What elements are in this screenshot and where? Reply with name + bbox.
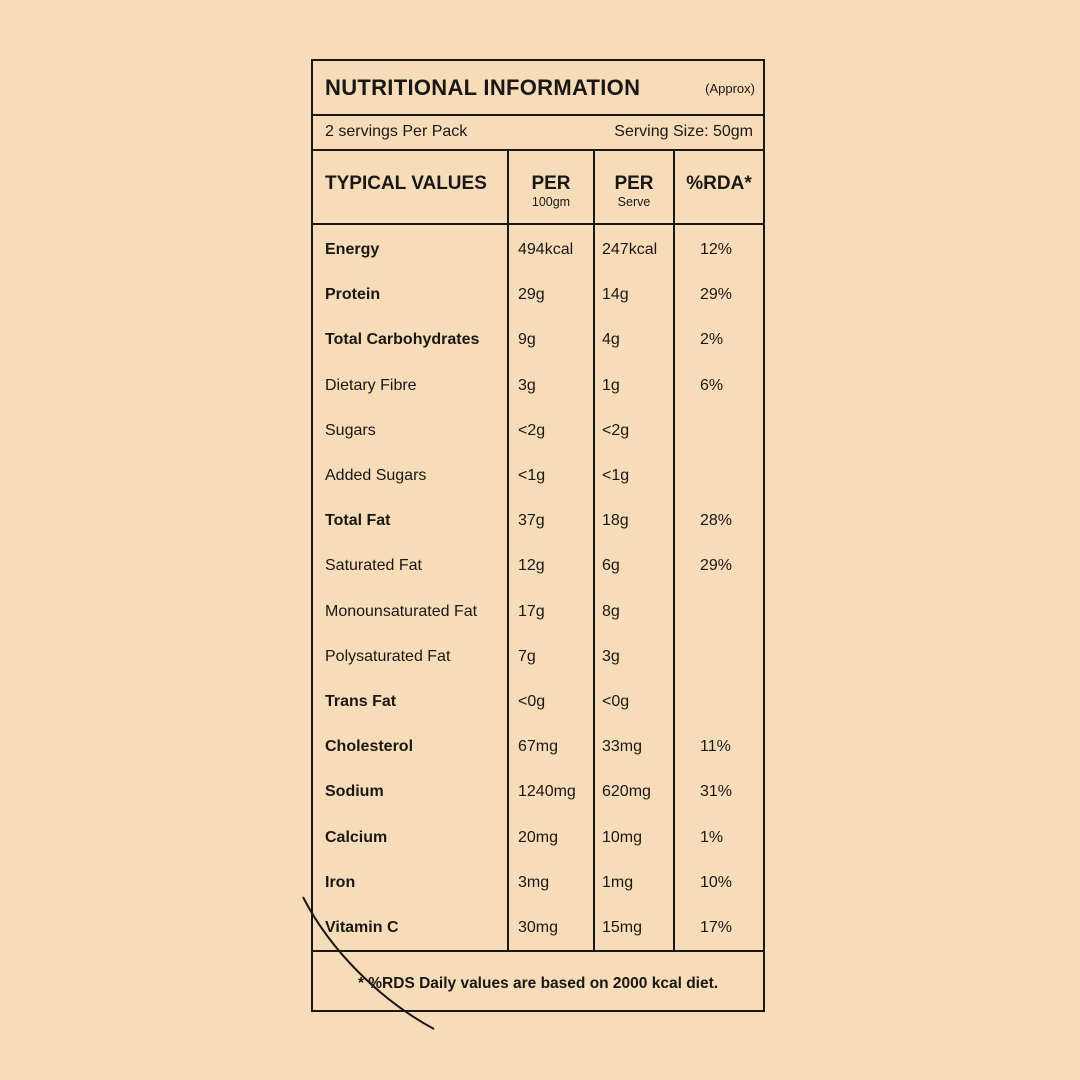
table-row xyxy=(313,726,763,771)
nutrient-name: Sugars xyxy=(325,421,376,439)
nutrition-label xyxy=(311,59,765,1012)
value-per-serve: 33mg xyxy=(602,738,643,756)
nutrient-name: Total Carbohydrates xyxy=(325,331,480,349)
value-per-serve: 10mg xyxy=(602,828,643,846)
value-per-serve: 1mg xyxy=(602,873,634,891)
approx-note: (Approx) xyxy=(705,81,755,96)
nutrient-name: Trans Fat xyxy=(325,693,397,710)
table-row xyxy=(313,455,763,500)
nutrient-name: Monounsaturated Fat xyxy=(325,602,478,620)
value-per-serve: <0g xyxy=(602,693,630,710)
value-rda: 6% xyxy=(700,376,724,394)
table-row xyxy=(313,319,763,364)
header-per-serve-main: PER xyxy=(614,173,654,194)
value-per-100gm: 494kcal xyxy=(518,241,574,258)
value-per-100gm: <1g xyxy=(518,467,546,484)
value-per-serve: 247kcal xyxy=(602,241,658,258)
header-per-100gm-sub: 100gm xyxy=(531,195,571,209)
value-per-100gm: 9g xyxy=(518,331,536,349)
table-row xyxy=(313,410,763,455)
value-per-100gm: 37g xyxy=(518,512,545,530)
value-per-serve: 15mg xyxy=(602,919,643,936)
table-row xyxy=(313,274,763,319)
value-per-100gm: 1240mg xyxy=(518,783,576,801)
table-row xyxy=(313,365,763,410)
header-per-serve xyxy=(595,173,673,209)
divider xyxy=(313,149,763,151)
nutrient-name: Added Sugars xyxy=(325,467,427,484)
divider xyxy=(313,114,763,116)
table-row xyxy=(313,862,763,907)
value-rda: 17% xyxy=(700,919,733,936)
header-typical-values: TYPICAL VALUES xyxy=(325,173,487,194)
nutrient-name: Saturated Fat xyxy=(325,557,422,575)
value-per-100gm: 29g xyxy=(518,286,545,304)
header-per-100gm xyxy=(509,173,593,209)
footer-note: * %RDS Daily values are based on 2000 kcal diet. xyxy=(357,975,719,992)
value-per-100gm: 3mg xyxy=(518,873,550,891)
table-row xyxy=(313,636,763,681)
header-per-100gm-main: PER xyxy=(531,173,571,194)
table-row xyxy=(313,681,763,726)
table-row xyxy=(313,771,763,816)
value-per-serve: 18g xyxy=(602,512,629,530)
value-per-100gm: 67mg xyxy=(518,738,559,756)
value-rda: 11% xyxy=(700,738,731,756)
value-rda: 12% xyxy=(700,241,733,258)
value-rda: 28% xyxy=(700,512,733,530)
table-row xyxy=(313,229,763,274)
nutrient-name: Vitamin C xyxy=(325,919,399,936)
table-row xyxy=(313,817,763,862)
nutrient-name: Iron xyxy=(325,873,356,891)
nutrient-name: Total Fat xyxy=(325,512,391,530)
table-row xyxy=(313,545,763,590)
value-per-serve: <1g xyxy=(602,467,630,484)
value-per-serve: <2g xyxy=(602,421,630,439)
value-per-100gm: <0g xyxy=(518,693,546,710)
value-per-serve: 1g xyxy=(602,376,620,394)
nutrient-name: Protein xyxy=(325,286,381,304)
header-rda: %RDA* xyxy=(686,173,752,194)
value-per-100gm: 20mg xyxy=(518,828,559,846)
table-row xyxy=(313,500,763,545)
value-per-100gm: 30mg xyxy=(518,919,559,936)
nutrient-name: Energy xyxy=(325,241,380,258)
nutrient-name: Calcium xyxy=(325,828,388,846)
value-per-100gm: 3g xyxy=(518,376,536,394)
value-rda: 31% xyxy=(700,783,733,801)
value-rda: 29% xyxy=(700,557,733,575)
value-rda: 2% xyxy=(700,331,724,349)
value-per-serve: 8g xyxy=(602,602,620,620)
table-row xyxy=(313,591,763,636)
nutrient-name: Sodium xyxy=(325,783,384,801)
header-per-serve-sub: Serve xyxy=(617,195,651,209)
value-per-100gm: <2g xyxy=(518,421,546,439)
nutrient-name: Polysaturated Fat xyxy=(325,647,451,665)
nutrient-name: Dietary Fibre xyxy=(325,376,417,394)
serving-size: Serving Size: 50gm xyxy=(614,123,753,140)
value-rda: 29% xyxy=(700,286,733,304)
value-per-serve: 4g xyxy=(602,331,620,349)
value-per-serve: 620mg xyxy=(602,783,651,801)
value-per-serve: 3g xyxy=(602,647,620,665)
nutrient-name: Cholesterol xyxy=(325,738,414,756)
table-row xyxy=(313,907,763,952)
value-rda: 10% xyxy=(700,873,733,891)
value-per-serve: 14g xyxy=(602,286,629,304)
value-per-100gm: 7g xyxy=(518,647,536,665)
value-rda: 1% xyxy=(700,828,724,846)
value-per-100gm: 12g xyxy=(518,557,545,575)
label-title: NUTRITIONAL INFORMATION xyxy=(325,75,641,100)
divider xyxy=(313,223,763,225)
value-per-serve: 6g xyxy=(602,557,620,575)
divider xyxy=(313,950,763,952)
value-per-100gm: 17g xyxy=(518,602,545,620)
servings-per-pack: 2 servings Per Pack xyxy=(325,123,468,140)
